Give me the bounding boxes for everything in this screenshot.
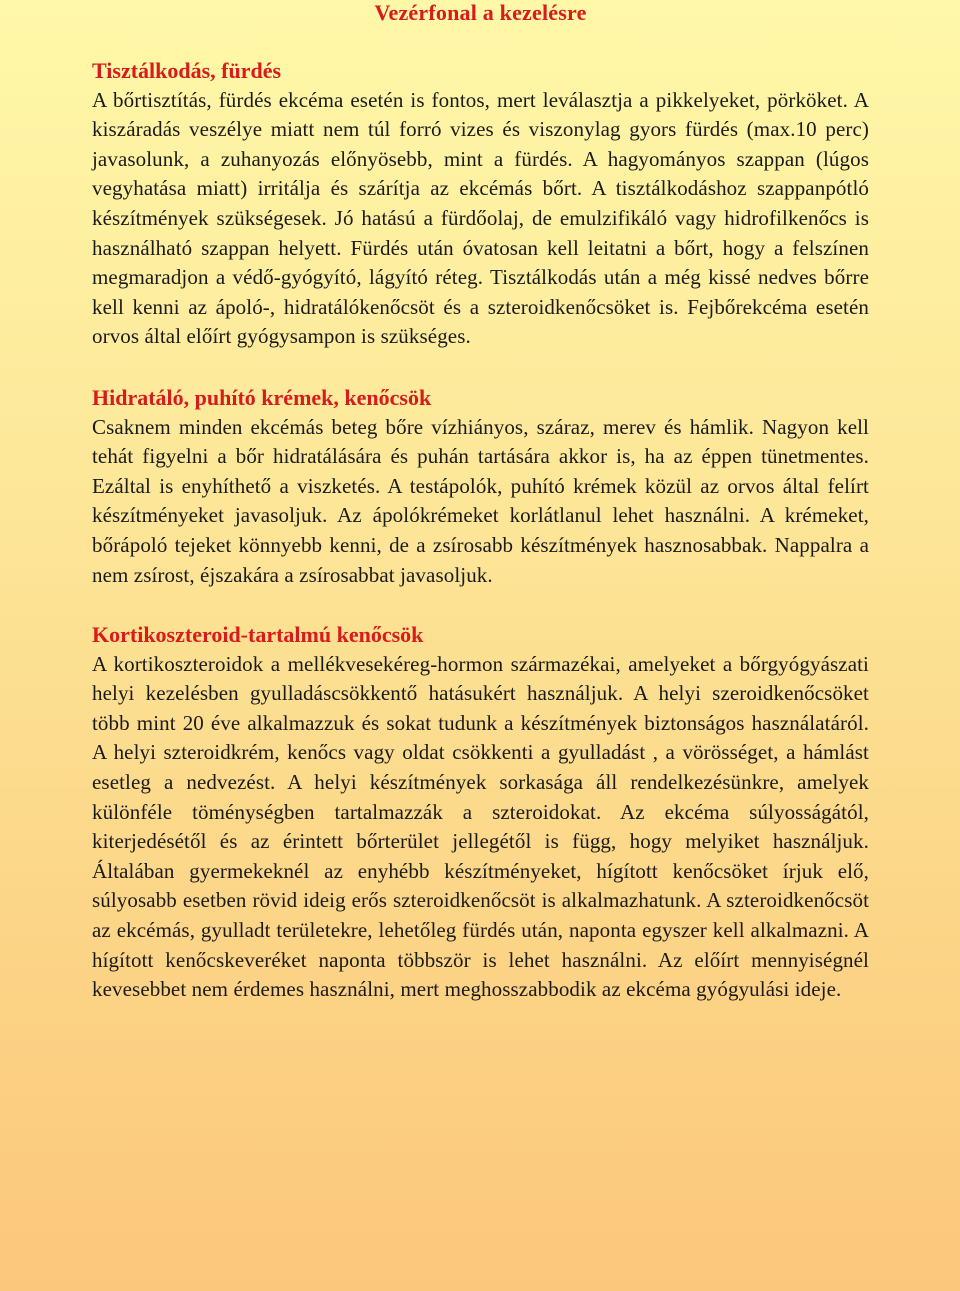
section-body: A bőrtisztítás, fürdés ekcéma esetén is fontos, mert leválasztja a pikkelyeket, pörköket. A kiszáradás veszélye miatt nem túl forró vizes és viszonylag gyors fürdés (max.10 perc) javasolunk, a zuhanyozás előnyösebb, mint a fürdés. A hagyományos szappan (lúgos vegyhatása miatt) irritálja és szárítja az ekcémás bőrt. A tisztálkodáshoz szappanpótló készítmények szükségesek. Jó hatású a fürdőolaj, de emulzifikáló vagy hidrofilkenőcs is használható szappan helyett. Fürdés után óvatosan kell leitatni a bőrt, hogy a felszínen megmaradjon a védő-gyógyító, lágyító réteg. Tisztálkodás után a még kissé nedves bőrre kell kenni az ápoló-, hidratálókenőcsöt és a szteroidkenőcsöket is. Fejbőrekcéma esetén orvos által előírt gyógysampon is szükséges. <box>92 87 869 349</box>
section-bathing <box>92 56 869 352</box>
section-heading: Tisztálkodás, fürdés <box>92 58 282 83</box>
section-body: Csaknem minden ekcémás beteg bőre vízhiányos, száraz, merev és hámlik. Nagyon kell tehát figyelni a bőr hidratálására és puhán tartására akkor is, ha az éppen tünetmentes. Ezáltal is enyhíthető a viszketés. A testápolók, puhító krémek közül az orvos által felírt készítményeket javasoljuk. Az ápolókrémeket korlátlanul lehet használni. A krémeket, bőrápoló tejeket könnyebb kenni, de a zsírosabb készítmények hasznosabbak. Nappalra a nem zsírost, éjszakára a zsírosabbat javasoljuk. <box>92 414 869 587</box>
section-heading: Kortikoszteroid-tartalmú kenőcsök <box>92 622 424 648</box>
section-body: A kortikoszteroidok a mellékvesekéreg-hormon származékai, amelyeket a bőrgyógyászati helyi kezelésben gyulladáscsökkentő hatásukért használjuk. A helyi szeroidkenőcsöket több mint 20 éve alkalmazzuk és sokat tudunk a készítmények biztonságos használatáról. A helyi szteroidkrém, kenőcs vagy oldat csökkenti a gyulladást , a vörösséget, a hámlást esetleg a nedvezést. A helyi készítmények sorkasága áll rendelkezésünkre, amelyek különféle töménységben tartalmazzák a szteroidokat. Az ekcéma súlyosságától, kiterjedésétől és az érintett bőrterület jellegétől is függ, hogy melyiket használjuk. Általában gyermekeknél az enyhébb készítményeket, hígított kenőcsöket írjuk elő, súlyosabb esetben rövid ideig erős szteroidkenőcsöt is alkalmazhatunk. A szteroidkenőcsöt az ekcémás, gyulladt területekre, lehetőleg fürdés után, naponta egyszer kell alkalmazni. A hígított kenőcskeveréket naponta többször is lehet használni. Az előírt mennyiségnél kevesebbet nem érdemes használni, mert meghosszabbodik az ekcéma gyógyulási ideje. <box>92 651 869 1002</box>
section-heading: Hidratáló, puhító krémek, kenőcsök <box>92 384 432 410</box>
document-page <box>92 0 869 1005</box>
section-corticosteroids <box>92 620 869 1005</box>
section-moisturizers <box>92 383 869 590</box>
document-title: Vezérfonal a kezelésre <box>374 0 587 25</box>
